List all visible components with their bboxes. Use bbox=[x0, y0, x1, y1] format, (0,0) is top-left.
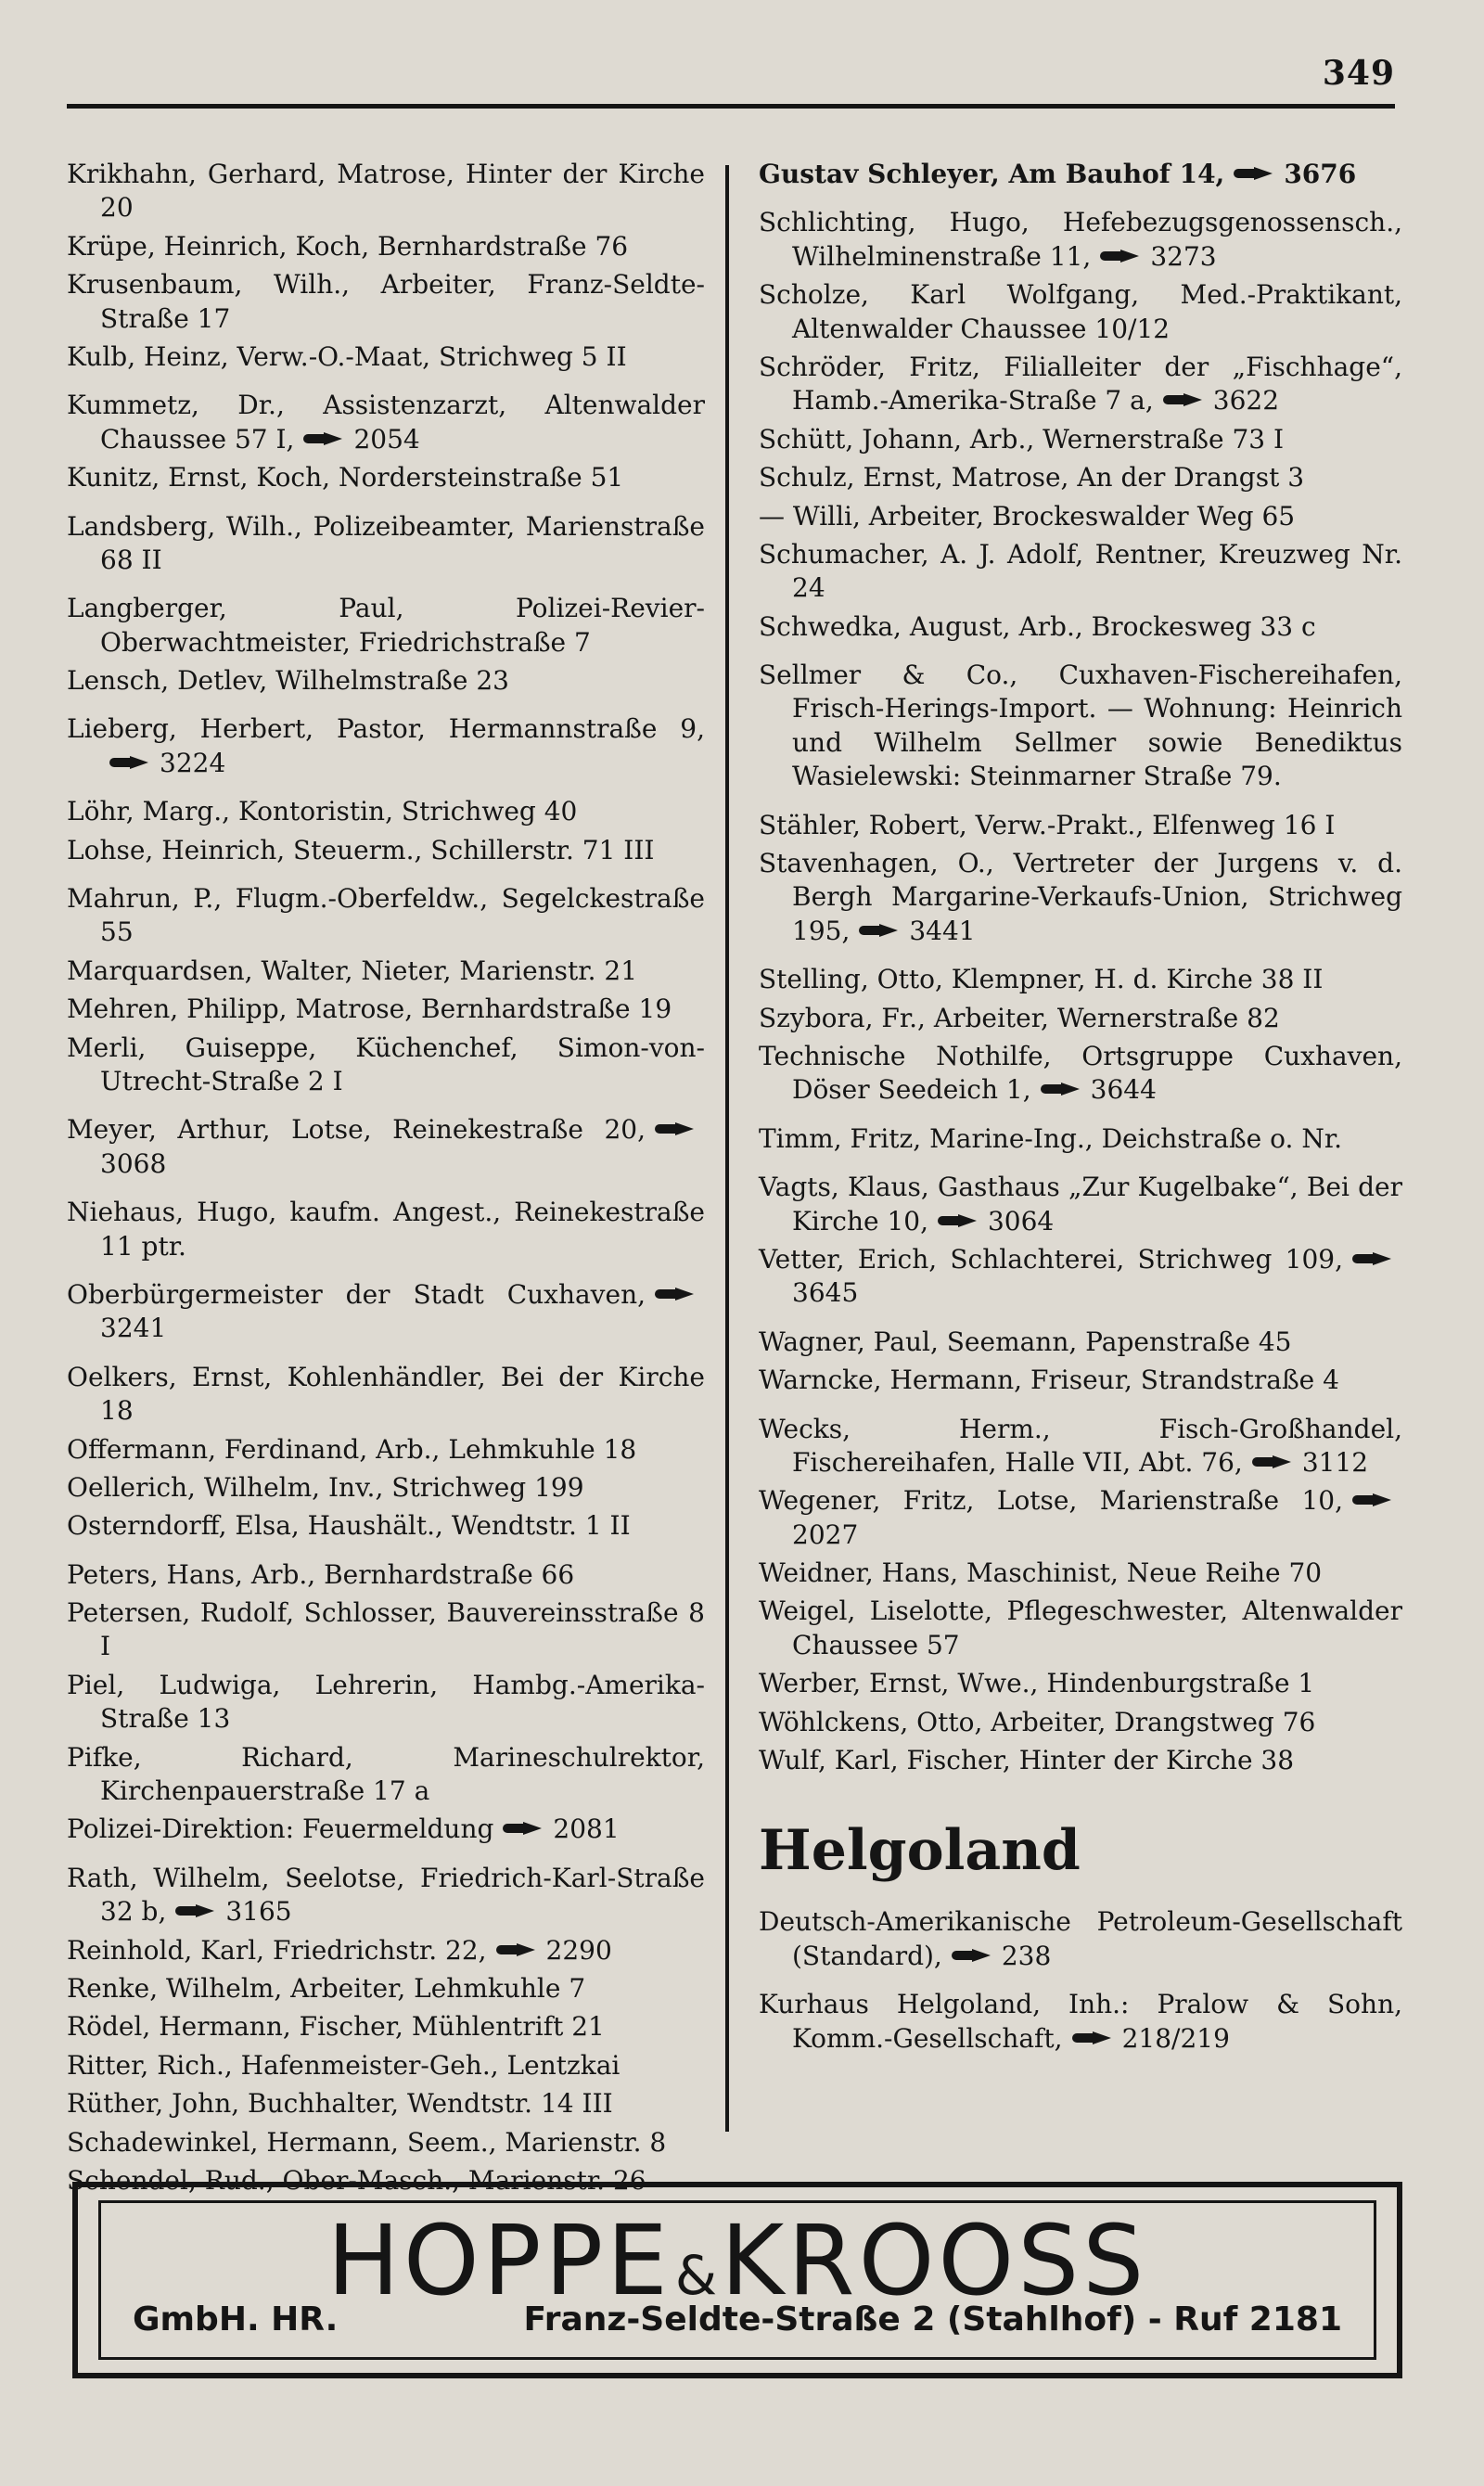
entry-text: Schulz, Ernst, Matrose, An der Drangst 3 bbox=[759, 462, 1305, 493]
entry-text: Kulb, Heinz, Verw.-O.-Maat, Strichweg 5 II bbox=[67, 340, 627, 372]
directory-entry bbox=[67, 461, 705, 494]
directory-entry bbox=[67, 1934, 705, 1967]
phone-number: 3165 bbox=[225, 1896, 292, 1928]
entry-text: Kurhaus Helgoland, Inh.: Pralow & Sohn, Komm.-Gesellschaft, bbox=[759, 1989, 1402, 2054]
entry-text: Rödel, Hermann, Fischer, Mühlentrift 21 bbox=[67, 2011, 605, 2043]
advertisement-inner-frame bbox=[98, 2200, 1376, 2360]
entry-text: Rath, Wilhelm, Seelotse, Friedrich-Karl-Straße 32 b, bbox=[67, 1862, 705, 1928]
entry-text: Schlichting, Hugo, Hefebezugsgenossensch., Wilhelminenstraße 11, bbox=[759, 207, 1402, 272]
entry-text: Peters, Hans, Arb., Bernhardstraße 66 bbox=[67, 1558, 575, 1590]
telephone-icon bbox=[1163, 393, 1204, 406]
advertisement-title-left: HOPPE bbox=[326, 2204, 672, 2317]
entry-text: Schumacher, A. J. Adolf, Rentner, Kreuzweg Nr. 24 bbox=[759, 538, 1402, 604]
phone-number: 2290 bbox=[545, 1934, 612, 1966]
directory-entry bbox=[759, 1002, 1402, 1035]
entry-text: Oberbürgermeister der Stadt Cuxhaven, bbox=[67, 1278, 646, 1310]
directory-entry bbox=[759, 1595, 1402, 1662]
telephone-icon bbox=[655, 1288, 696, 1301]
phone-number: 3064 bbox=[987, 1205, 1055, 1237]
directory-entry bbox=[67, 712, 705, 780]
entry-text: Kummetz, Dr., Assistenzarzt, Altenwalder Chaussee 57 I, bbox=[67, 390, 705, 455]
directory-entry bbox=[67, 1741, 705, 1809]
entry-text: Schwedka, August, Arb., Brockesweg 33 c bbox=[759, 610, 1316, 642]
telephone-icon bbox=[655, 1122, 696, 1135]
entry-text: Gustav Schleyer, Am Bauhof 14, bbox=[759, 159, 1225, 189]
directory-entry bbox=[67, 1509, 705, 1543]
directory-entry bbox=[67, 795, 705, 828]
entry-text: Marquardsen, Walter, Nieter, Marienstr. 21 bbox=[67, 955, 638, 986]
left-column bbox=[67, 158, 705, 2202]
phone-number: 3224 bbox=[160, 747, 226, 778]
entry-text: Schendel, Rud., Ober-Masch., Marienstr. 26 bbox=[67, 2164, 646, 2196]
entry-text: Merli, Guiseppe, Küchenchef, Simon-von-Utrecht-Straße 2 I bbox=[67, 1032, 705, 1096]
entry-text: Petersen, Rudolf, Schlosser, Bauvereinsstraße 8 I bbox=[67, 1597, 705, 1662]
phone-number: 2054 bbox=[353, 423, 420, 455]
entry-text: Weigel, Liselotte, Pflegeschwester, Altenwalder Chaussee 57 bbox=[759, 1595, 1402, 1660]
entry-text: Mehren, Philipp, Matrose, Bernhardstraße 19 bbox=[67, 993, 672, 1025]
entry-text: Scholze, Karl Wolfgang, Med.-Praktikant, Altenwalder Chaussee 10/12 bbox=[759, 279, 1402, 344]
advertisement-company-form: GmbH. HR. bbox=[133, 2300, 339, 2339]
directory-entry bbox=[67, 592, 705, 660]
entry-text: Ritter, Rich., Hafenmeister-Geh., Lentzkai bbox=[67, 2049, 620, 2081]
entry-text: Löhr, Marg., Kontoristin, Strichweg 40 bbox=[67, 796, 578, 827]
entry-text: Renke, Wilhelm, Arbeiter, Lehmkuhle 7 bbox=[67, 1972, 586, 2004]
directory-entry bbox=[759, 1667, 1402, 1700]
telephone-icon bbox=[109, 756, 150, 769]
telephone-icon bbox=[938, 1214, 979, 1227]
directory-entry bbox=[759, 847, 1402, 948]
directory-entry bbox=[67, 1596, 705, 1664]
entry-text: Schröder, Fritz, Filialleiter der „Fischhage“, Hamb.-Amerika-Straße 7 a, bbox=[759, 351, 1402, 416]
page-number: 349 bbox=[1322, 54, 1395, 93]
phone-number: 3273 bbox=[1150, 240, 1217, 272]
section-heading-helgoland: Helgoland bbox=[759, 1818, 1081, 1884]
right-entries bbox=[759, 158, 1402, 1777]
directory-entry bbox=[759, 500, 1402, 533]
advertisement-box bbox=[72, 2182, 1402, 2378]
directory-entry bbox=[67, 2126, 705, 2159]
entry-text: Wagner, Paul, Seemann, Papenstraße 45 bbox=[759, 1326, 1292, 1357]
directory-entry bbox=[67, 1972, 705, 2005]
directory-entry bbox=[759, 461, 1402, 494]
phone-number: 3644 bbox=[1090, 1074, 1157, 1106]
directory-entry bbox=[67, 1862, 705, 1929]
telephone-icon bbox=[503, 1822, 544, 1835]
phone-number: 3068 bbox=[100, 1147, 167, 1179]
entry-text: Wulf, Karl, Fischer, Hinter der Kirche 38 bbox=[759, 1745, 1295, 1776]
directory-entry bbox=[759, 1744, 1402, 1777]
directory-entry bbox=[67, 1813, 705, 1846]
directory-entry bbox=[67, 882, 705, 950]
directory-entry bbox=[67, 1032, 705, 1099]
entry-text: Schütt, Johann, Arb., Wernerstraße 73 I bbox=[759, 423, 1285, 455]
entry-text: Krikhahn, Gerhard, Matrose, Hinter der Kirche 20 bbox=[67, 159, 705, 224]
advertisement-address: Franz-Seldte-Straße 2 (Stahlhof) - Ruf 2181 bbox=[523, 2300, 1342, 2339]
telephone-icon bbox=[1234, 167, 1274, 180]
directory-entry bbox=[759, 1040, 1402, 1108]
telephone-icon bbox=[1041, 1083, 1081, 1096]
directory-entry bbox=[67, 230, 705, 263]
phone-number: 3241 bbox=[100, 1313, 167, 1344]
directory-entry bbox=[67, 158, 705, 225]
directory-entry bbox=[759, 278, 1402, 346]
entry-text: Langberger, Paul, Polizei-Revier-Oberwachtmeister, Friedrichstraße 7 bbox=[67, 593, 705, 658]
phone-number: 3441 bbox=[909, 915, 976, 946]
entry-text: Wegener, Fritz, Lotse, Marienstraße 10, bbox=[759, 1485, 1343, 1517]
entry-text: Krusenbaum, Wilh., Arbeiter, Franz-Seldte-Straße 17 bbox=[67, 269, 705, 334]
entry-text: Oelkers, Ernst, Kohlenhändler, Bei der Kirche 18 bbox=[67, 1361, 705, 1427]
phone-number: 3622 bbox=[1212, 385, 1280, 416]
entry-text: Weidner, Hans, Maschinist, Neue Reihe 70 bbox=[759, 1557, 1323, 1589]
entry-text: Lohse, Heinrich, Steuerm., Schillerstr. 71 III bbox=[67, 834, 655, 865]
entry-text: Timm, Fritz, Marine-Ing., Deichstraße o. Nr. bbox=[759, 1122, 1343, 1154]
advertisement-title bbox=[101, 2204, 1374, 2317]
directory-entry bbox=[759, 1171, 1402, 1238]
entry-text: — Willi, Arbeiter, Brockeswalder Weg 65 bbox=[759, 500, 1296, 532]
directory-entry bbox=[759, 1364, 1402, 1397]
directory-entry bbox=[67, 664, 705, 698]
directory-entry bbox=[759, 1905, 1402, 1973]
phone-number: 3676 bbox=[1284, 159, 1357, 189]
entry-text: Reinhold, Karl, Friedrichstr. 22, bbox=[67, 1934, 487, 1966]
directory-entry bbox=[759, 1988, 1402, 2056]
directory-entry bbox=[67, 2049, 705, 2082]
directory-entry bbox=[67, 389, 705, 456]
directory-entry bbox=[759, 610, 1402, 644]
phone-number: 218/219 bbox=[1121, 2022, 1230, 2054]
telephone-icon bbox=[1352, 1493, 1393, 1506]
directory-entry bbox=[67, 340, 705, 374]
entry-text: Kunitz, Ernst, Koch, Nordersteinstraße 51 bbox=[67, 462, 624, 493]
phone-number: 3112 bbox=[1301, 1446, 1369, 1478]
entry-text: Stelling, Otto, Klempner, H. d. Kirche 38 II bbox=[759, 964, 1324, 995]
entry-text: Offermann, Ferdinand, Arb., Lehmkuhle 18 bbox=[67, 1433, 637, 1465]
directory-entry bbox=[67, 1669, 705, 1736]
directory-entry bbox=[67, 1113, 705, 1181]
entry-text: Vagts, Klaus, Gasthaus „Zur Kugelbake“, Bei der Kirche 10, bbox=[759, 1172, 1402, 1237]
telephone-icon bbox=[175, 1904, 216, 1917]
entry-text: Piel, Ludwiga, Lehrerin, Hambg.-Amerika-Straße 13 bbox=[67, 1669, 705, 1735]
phone-number: 3645 bbox=[792, 1277, 859, 1309]
telephone-icon bbox=[303, 432, 344, 445]
phone-number: 238 bbox=[1001, 1940, 1052, 1971]
entry-text: Rüther, John, Buchhalter, Wendtstr. 14 III bbox=[67, 2088, 613, 2120]
entry-text: Technische Nothilfe, Ortsgruppe Cuxhaven, Döser Seedeich 1, bbox=[759, 1040, 1402, 1106]
directory-entry bbox=[759, 1557, 1402, 1590]
telephone-icon bbox=[1252, 1455, 1293, 1468]
entry-text: Vetter, Erich, Schlachterei, Strichweg 109, bbox=[759, 1243, 1343, 1275]
telephone-icon bbox=[1100, 250, 1141, 263]
column-divider bbox=[725, 165, 729, 2132]
entry-text: Stähler, Robert, Verw.-Prakt., Elfenweg 16 I bbox=[759, 809, 1336, 840]
entry-text: Werber, Ernst, Wwe., Hindenburgstraße 1 bbox=[759, 1668, 1315, 1699]
directory-entry bbox=[67, 268, 705, 336]
directory-entry bbox=[759, 206, 1402, 274]
directory-entry bbox=[67, 1361, 705, 1429]
entry-text: Schadewinkel, Hermann, Seem., Marienstr. 8 bbox=[67, 2126, 667, 2158]
directory-entry bbox=[67, 1433, 705, 1467]
directory-entry bbox=[67, 1278, 705, 1346]
entry-text: Warncke, Hermann, Friseur, Strandstraße 4 bbox=[759, 1365, 1339, 1396]
entry-text: Krüpe, Heinrich, Koch, Bernhardstraße 76 bbox=[67, 230, 629, 262]
telephone-icon bbox=[859, 924, 900, 937]
helgoland-entries bbox=[759, 1905, 1402, 2056]
advertisement-ampersand: & bbox=[674, 2244, 718, 2307]
directory-entry bbox=[759, 809, 1402, 842]
telephone-icon bbox=[1352, 1252, 1393, 1265]
entry-text: Deutsch-Amerikanische Petroleum-Gesellschaft (Standard), bbox=[759, 1906, 1402, 1971]
directory-entry bbox=[759, 659, 1402, 794]
directory-entry bbox=[67, 2010, 705, 2044]
directory-entry bbox=[759, 1326, 1402, 1359]
entry-text: Pifke, Richard, Marineschulrektor, Kirchenpauerstraße 17 a bbox=[67, 1741, 705, 1807]
entry-text: Mahrun, P., Flugm.-Oberfeldw., Segelckestraße 55 bbox=[67, 883, 705, 948]
directory-entry bbox=[759, 963, 1402, 996]
directory-entry bbox=[759, 1413, 1402, 1480]
entry-text: Sellmer & Co., Cuxhaven-Fischereihafen, Frisch-Herings-Import. — Wohnung: Heinrich und Wilhelm Sellmer sowie Benediktus Wasielewski: Steinmarner Straße 79. bbox=[759, 660, 1402, 792]
directory-entry bbox=[759, 1122, 1402, 1156]
directory-entry bbox=[67, 955, 705, 988]
entry-text: Lieberg, Herbert, Pastor, Hermannstraße 9, bbox=[67, 713, 705, 745]
right-column bbox=[759, 158, 1402, 2060]
entry-text: Oellerich, Wilhelm, Inv., Strichweg 199 bbox=[67, 1471, 584, 1503]
directory-entry bbox=[759, 423, 1402, 456]
entry-text: Szybora, Fr., Arbeiter, Wernerstraße 82 bbox=[759, 1002, 1280, 1033]
directory-entry bbox=[67, 993, 705, 1026]
directory-entry bbox=[759, 538, 1402, 606]
directory-entry bbox=[759, 351, 1402, 418]
directory-entry bbox=[759, 158, 1402, 191]
entry-text: Osterndorff, Elsa, Haushält., Wendtstr. 1 II bbox=[67, 1510, 631, 1542]
entry-text: Wecks, Herm., Fisch-Großhandel, Fischereihafen, Halle VII, Abt. 76, bbox=[759, 1413, 1402, 1478]
directory-entry bbox=[67, 2087, 705, 2121]
header-rule bbox=[67, 104, 1395, 109]
directory-entry bbox=[67, 1196, 705, 1263]
advertisement-title-right: KROOSS bbox=[721, 2204, 1148, 2317]
entry-text: Stavenhagen, O., Vertreter der Jurgens v. d. Bergh Margarine-Verkaufs-Union, Strichweg 195, bbox=[759, 848, 1402, 946]
telephone-icon bbox=[952, 1949, 992, 1962]
directory-entry bbox=[759, 1706, 1402, 1739]
directory-entry bbox=[67, 1558, 705, 1592]
entry-text: Niehaus, Hugo, kaufm. Angest., Reinekestraße 11 ptr. bbox=[67, 1197, 705, 1262]
directory-entry bbox=[67, 834, 705, 867]
directory-entry bbox=[67, 1471, 705, 1505]
telephone-icon bbox=[1072, 2031, 1113, 2044]
entry-text: Polizei-Direktion: Feuermeldung bbox=[67, 1813, 494, 1845]
phone-number: 2081 bbox=[553, 1813, 620, 1845]
directory-entry bbox=[759, 1484, 1402, 1552]
entry-text: Wöhlckens, Otto, Arbeiter, Drangstweg 76 bbox=[759, 1706, 1316, 1737]
phone-number: 2027 bbox=[792, 1519, 859, 1550]
directory-entry bbox=[67, 510, 705, 578]
directory-entry bbox=[759, 1243, 1402, 1311]
entry-text: Lensch, Detlev, Wilhelmstraße 23 bbox=[67, 665, 509, 697]
entry-text: Landsberg, Wilh., Polizeibeamter, Marienstraße 68 II bbox=[67, 510, 705, 575]
telephone-icon bbox=[496, 1943, 537, 1956]
entry-text: Meyer, Arthur, Lotse, Reinekestraße 20, bbox=[67, 1114, 646, 1146]
